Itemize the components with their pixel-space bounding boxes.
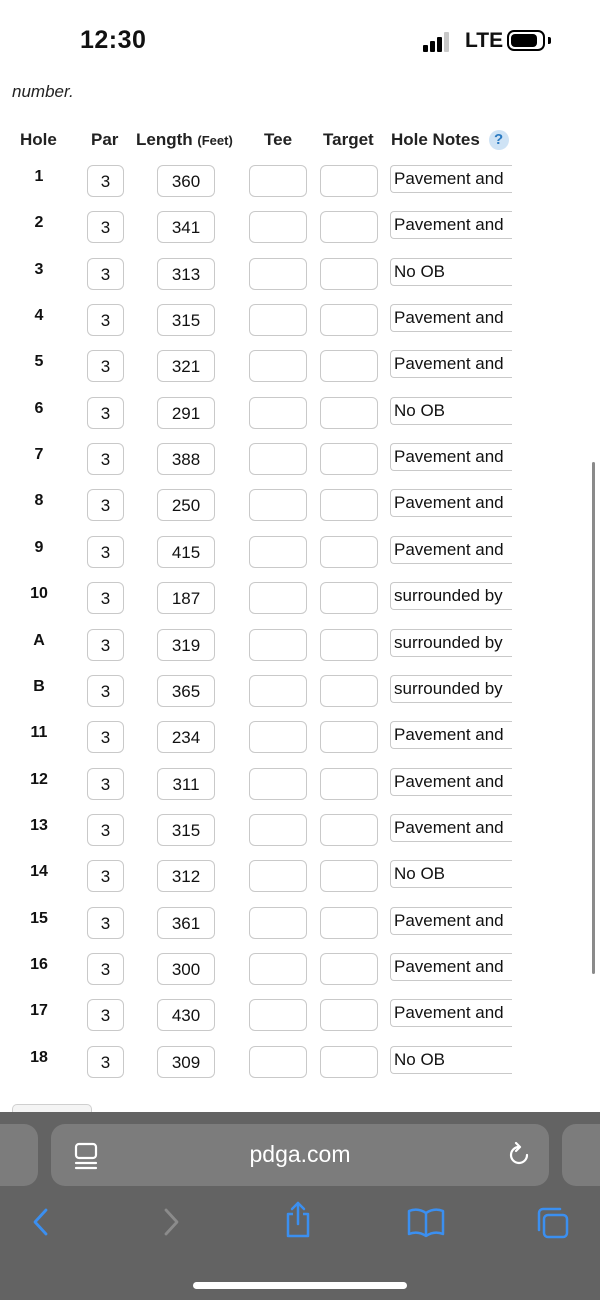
scroll-indicator[interactable] [592,462,595,974]
hole-number: A [33,631,45,649]
hole-notes-input[interactable]: Pavement and [390,165,512,193]
par-input[interactable]: 3 [87,397,124,429]
hole-notes-input[interactable]: No OB [390,258,512,286]
par-input[interactable]: 3 [87,489,124,521]
hole-number: 10 [30,585,48,603]
par-input[interactable]: 3 [87,721,124,753]
tee-input[interactable] [249,999,307,1031]
status-bar [0,0,600,80]
hole-notes-input[interactable]: surrounded by [390,582,512,610]
tee-input[interactable] [249,304,307,336]
table-row [0,629,600,675]
hole-number: 3 [34,260,44,278]
tee-input[interactable] [249,258,307,290]
target-input[interactable] [320,443,378,475]
tee-input[interactable] [249,675,307,707]
hole-notes-input[interactable]: Pavement and [390,304,512,332]
par-input[interactable]: 3 [87,211,124,243]
table-row [0,907,600,953]
hole-number: 2 [34,214,44,232]
par-input[interactable]: 3 [87,443,124,475]
tee-input[interactable] [249,721,307,753]
hole-number: 11 [30,724,48,742]
tee-input[interactable] [249,211,307,243]
tee-input[interactable] [249,860,307,892]
length-input[interactable]: 321 [157,350,215,382]
tee-input[interactable] [249,536,307,568]
length-input[interactable]: 311 [157,768,215,800]
length-input[interactable]: 300 [157,953,215,985]
par-input[interactable]: 3 [87,999,124,1031]
tee-input[interactable] [249,768,307,800]
target-input[interactable] [320,536,378,568]
target-input[interactable] [320,999,378,1031]
share-icon[interactable] [282,1200,314,1240]
table-row [0,1046,600,1092]
length-input[interactable]: 291 [157,397,215,429]
table-row [0,304,600,350]
tee-input[interactable] [249,443,307,475]
hole-notes-input[interactable]: Pavement and [390,768,512,796]
reload-icon[interactable] [505,1141,533,1169]
target-input[interactable] [320,675,378,707]
hole-notes-input[interactable]: No OB [390,1046,512,1074]
table-row [0,443,600,489]
hole-number: 7 [34,446,44,464]
par-input[interactable]: 3 [87,165,124,197]
url-text[interactable]: pdga.com [249,1141,351,1167]
par-input[interactable]: 3 [87,907,124,939]
target-input[interactable] [320,629,378,661]
length-input[interactable]: 365 [157,675,215,707]
home-indicator[interactable] [193,1282,407,1289]
target-input[interactable] [320,582,378,614]
forward-icon[interactable] [158,1206,184,1238]
par-input[interactable]: 3 [87,629,124,661]
target-input[interactable] [320,768,378,800]
hole-number: 5 [34,353,44,371]
header-hole: Hole [20,130,57,149]
par-input[interactable]: 3 [87,582,124,614]
hole-notes-input[interactable]: surrounded by [390,629,512,657]
status-time: 12:30 [80,26,147,54]
target-input[interactable] [320,211,378,243]
target-input[interactable] [320,953,378,985]
intro-text: number. [12,82,74,101]
length-input[interactable]: 234 [157,721,215,753]
target-input[interactable] [320,304,378,336]
target-input[interactable] [320,489,378,521]
hole-number: 9 [34,538,44,556]
hole-number: 6 [34,399,44,417]
next-tab-preview[interactable] [562,1124,600,1186]
hole-number: 4 [34,307,44,325]
length-input[interactable]: 315 [157,304,215,336]
hole-notes-input[interactable]: Pavement and [390,721,512,749]
bookmarks-icon[interactable] [406,1206,446,1238]
hole-number: 1 [34,168,44,185]
hole-notes-input[interactable]: surrounded by [390,675,512,703]
tee-input[interactable] [249,814,307,846]
par-input[interactable]: 3 [87,258,124,290]
hole-notes-input[interactable]: Pavement and [390,999,512,1027]
header-target: Target [323,130,374,149]
length-input[interactable]: 415 [157,536,215,568]
hole-number: 15 [30,909,48,927]
target-input[interactable] [320,350,378,382]
table-row [0,675,600,721]
header-length-label: Length [136,130,193,149]
hole-number: 17 [30,1002,48,1020]
target-input[interactable] [320,860,378,892]
hole-notes-input[interactable]: Pavement and [390,489,512,517]
hole-number: 8 [34,492,44,510]
tee-input[interactable] [249,1046,307,1078]
length-input[interactable]: 319 [157,629,215,661]
tee-input[interactable] [249,397,307,429]
header-length-unit: (Feet) [197,133,233,148]
target-input[interactable] [320,397,378,429]
target-input[interactable] [320,907,378,939]
length-input[interactable]: 250 [157,489,215,521]
par-input[interactable]: 3 [87,536,124,568]
hole-number: B [33,677,45,695]
table-row [0,953,600,999]
tee-input[interactable] [249,489,307,521]
target-input[interactable] [320,814,378,846]
hole-number: 13 [30,816,48,834]
battery-cap [548,37,551,44]
table-row [0,814,600,860]
hole-notes-input[interactable]: Pavement and [390,536,512,564]
header-par: Par [91,130,119,149]
length-input[interactable]: 341 [157,211,215,243]
target-input[interactable] [320,1046,378,1078]
table-row [0,721,600,767]
hole-notes-input[interactable]: Pavement and [390,443,512,471]
back-icon[interactable] [28,1206,54,1238]
hole-notes-input[interactable]: Pavement and [390,814,512,842]
hole-notes-input[interactable]: Pavement and [390,211,512,239]
tee-input[interactable] [249,907,307,939]
header-length [136,130,233,150]
hole-notes-input[interactable]: No OB [390,860,512,888]
table-row [0,999,600,1045]
table-row [0,165,600,211]
previous-tab-preview[interactable] [0,1124,38,1186]
hole-notes-input[interactable]: Pavement and [390,953,512,981]
hole-number: 14 [30,863,48,881]
header-notes [391,130,509,150]
table-row [0,860,600,906]
hole-notes-input[interactable]: Pavement and [390,907,512,935]
table-row [0,768,600,814]
hole-number: 12 [30,770,48,788]
header-tee: Tee [264,130,293,149]
tee-input[interactable] [249,953,307,985]
par-input[interactable]: 3 [87,860,124,892]
tee-input[interactable] [249,350,307,382]
length-input[interactable]: 315 [157,814,215,846]
help-icon[interactable]: ? [489,130,509,150]
tabs-icon[interactable] [535,1206,571,1240]
address-bar[interactable] [51,1124,549,1186]
par-input[interactable]: 3 [87,768,124,800]
target-input[interactable] [320,721,378,753]
hole-number: 18 [30,1048,48,1066]
par-input[interactable]: 3 [87,1046,124,1078]
table-row [0,258,600,304]
length-input[interactable]: 430 [157,999,215,1031]
target-input[interactable] [320,165,378,197]
tee-input[interactable] [249,629,307,661]
par-input[interactable]: 3 [87,350,124,382]
battery-icon [507,30,545,51]
hole-number: 16 [30,955,48,973]
par-input[interactable]: 3 [87,304,124,336]
hole-notes-input[interactable]: No OB [390,397,512,425]
length-input[interactable]: 309 [157,1046,215,1078]
length-input[interactable]: 360 [157,165,215,197]
target-input[interactable] [320,258,378,290]
cellular-signal-icon [423,32,455,52]
header-notes-label: Hole Notes [391,130,480,149]
par-input[interactable]: 3 [87,953,124,985]
tee-input[interactable] [249,165,307,197]
table-row [0,582,600,628]
par-input[interactable]: 3 [87,675,124,707]
table-row [0,211,600,257]
par-input[interactable]: 3 [87,814,124,846]
table-row [0,536,600,582]
table-row [0,489,600,535]
length-input[interactable]: 187 [157,582,215,614]
hole-notes-input[interactable]: Pavement and [390,350,512,378]
table-row [0,350,600,396]
table-row [0,397,600,443]
length-input[interactable]: 313 [157,258,215,290]
tee-input[interactable] [249,582,307,614]
browser-toolbar [0,1112,600,1300]
network-type: LTE [465,29,504,52]
length-input[interactable]: 361 [157,907,215,939]
length-input[interactable]: 388 [157,443,215,475]
length-input[interactable]: 312 [157,860,215,892]
